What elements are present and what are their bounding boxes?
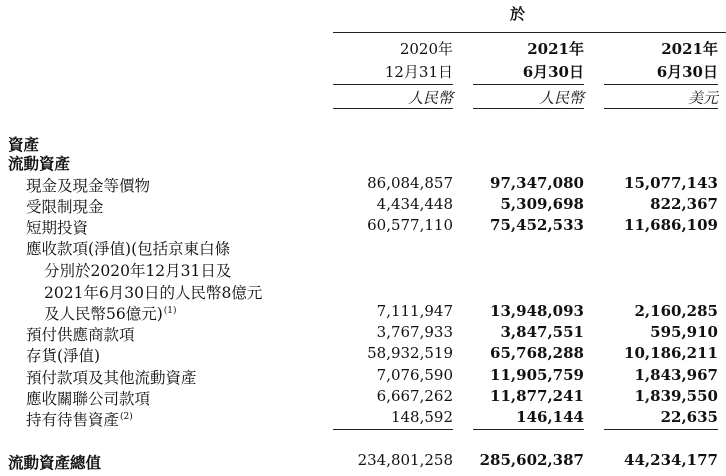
row-value-2021-usd: 10,186,211 (624, 344, 718, 362)
row-value-2020: 58,932,519 (367, 344, 453, 362)
col2-rule (473, 84, 584, 85)
col3-unit: 美元 (687, 89, 718, 107)
row-value-2020: 7,111,947 (376, 302, 453, 320)
col2-rule-bottom (473, 108, 584, 109)
total-value-2020: 234,801,258 (357, 451, 453, 469)
row-value-2021-rmb: 3,847,551 (500, 323, 584, 341)
col1-unit: 人民幣 (407, 89, 453, 107)
col3-year: 2021年 (661, 40, 718, 58)
row-value-2020: 7,076,590 (376, 366, 453, 384)
row-value-2021-usd: 595,910 (650, 323, 718, 341)
row-label: 預付款項及其他流動資產 (26, 369, 197, 387)
row-label-text: 及人民幣56億元) (44, 305, 163, 323)
row-label: 預付供應商款項 (26, 326, 135, 344)
row-value-2021-rmb: 97,347,080 (490, 174, 584, 192)
col1-date: 12月31日 (384, 63, 453, 81)
row-label-line: 2021年6月30日的人民幣8億元 (44, 284, 263, 302)
row-value-2021-usd: 22,635 (660, 408, 718, 426)
row-value-2021-rmb: 75,452,533 (490, 216, 584, 234)
col3-rule-bottom (604, 108, 718, 109)
row-value-2020: 4,434,448 (376, 195, 453, 213)
header-top-rule (333, 32, 726, 33)
col1-rule (333, 84, 453, 85)
col3-rule (604, 84, 718, 85)
col2-year: 2021年 (527, 40, 584, 58)
footnote-marker: (2) (120, 412, 133, 422)
section-current-assets: 流動資產 (8, 154, 71, 173)
row-label: 受限制現金 (26, 198, 104, 216)
col2-date: 6月30日 (522, 63, 584, 81)
row-label: 應收關聯公司款項 (26, 390, 151, 408)
row-label-with-note (26, 408, 133, 430)
col1-year: 2020年 (399, 40, 453, 58)
row-value-2021-rmb: 146,144 (516, 408, 584, 426)
row-label: 短期投資 (26, 219, 89, 237)
col3-date: 6月30日 (656, 63, 718, 81)
row-value-2021-rmb: 11,877,241 (490, 387, 584, 405)
row-value-2021-rmb: 13,948,093 (490, 302, 584, 320)
row-label-line: 分別於2020年12月31日及 (44, 262, 232, 280)
col3-subtotal-rule (604, 429, 718, 430)
section-assets: 資產 (8, 135, 40, 154)
row-value-2021-rmb: 65,768,288 (490, 344, 584, 362)
row-value-2020: 6,667,262 (376, 387, 453, 405)
col2-unit: 人民幣 (538, 89, 584, 107)
row-value-2021-usd: 11,686,109 (624, 216, 718, 234)
row-value-2021-usd: 1,839,550 (634, 387, 718, 405)
row-label-line-last (44, 302, 177, 324)
row-label-line: 應收款項(淨值)(包括京東白條 (26, 240, 231, 258)
row-value-2020: 3,767,933 (376, 323, 453, 341)
total-label: 流動資產總值 (8, 453, 102, 472)
row-value-2021-usd: 1,843,967 (634, 366, 718, 384)
header-top-label: 於 (510, 5, 526, 23)
row-value-2021-rmb: 11,905,759 (490, 366, 584, 384)
row-label-text: 持有待售資產 (26, 411, 120, 429)
row-value-2021-usd: 822,367 (650, 195, 718, 213)
row-label: 現金及現金等價物 (26, 177, 151, 195)
row-value-2020: 148,592 (390, 408, 453, 426)
row-value-2020: 86,084,857 (367, 174, 453, 192)
col1-rule-bottom (333, 108, 453, 109)
row-value-2021-rmb: 5,309,698 (500, 195, 584, 213)
total-value-2021-rmb: 285,602,387 (479, 451, 584, 469)
total-value-2021-usd: 44,234,177 (624, 451, 718, 469)
row-label: 存貨(淨值) (26, 347, 101, 365)
col2-subtotal-rule (473, 429, 584, 430)
col1-subtotal-rule (333, 429, 453, 430)
row-value-2021-usd: 15,077,143 (624, 174, 718, 192)
row-value-2021-usd: 2,160,285 (634, 302, 718, 320)
row-value-2020: 60,577,110 (367, 216, 453, 234)
footnote-marker: (1) (163, 306, 177, 316)
